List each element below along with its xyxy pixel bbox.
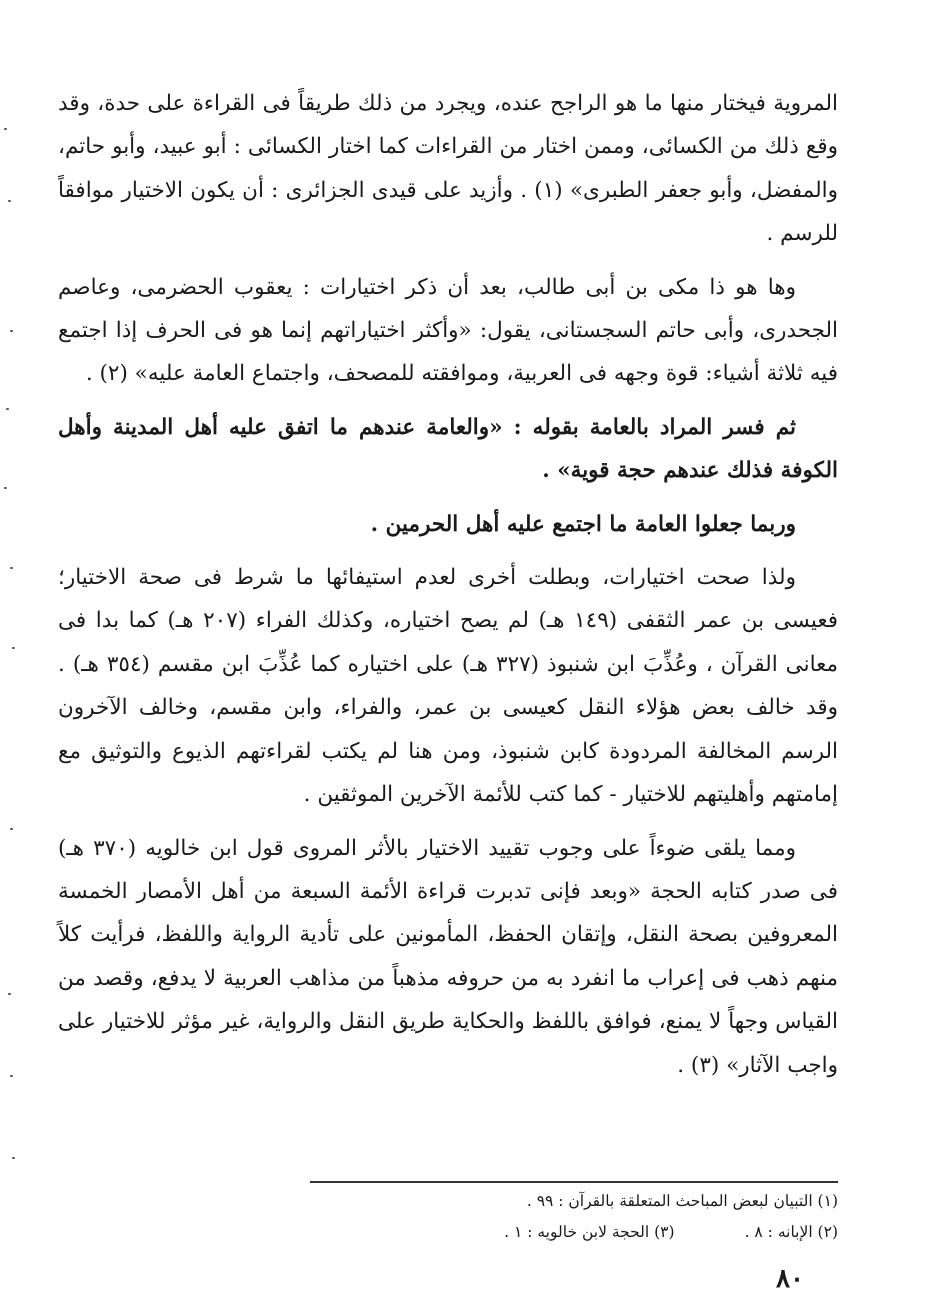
scan-speck bbox=[12, 647, 15, 649]
scan-speck bbox=[10, 567, 13, 569]
scan-speck bbox=[10, 1075, 13, 1077]
footnote-3: (٣) الحجة لابن خالويه : ١ . bbox=[504, 1223, 675, 1241]
scan-speck bbox=[6, 408, 9, 410]
scan-speck bbox=[8, 993, 11, 995]
page-number: ٨٠ bbox=[776, 1264, 804, 1294]
footnote-line-2 bbox=[218, 1217, 838, 1248]
scan-speck bbox=[10, 330, 13, 332]
scan-speck bbox=[10, 828, 13, 830]
footnotes bbox=[218, 1186, 838, 1248]
footnote-1: (١) التبيان لبعض المباحث المتعلقة بالقرآن : ٩٩ . bbox=[526, 1192, 838, 1210]
paragraph-6: ومما يلقى ضوءاً على وجوب تقييد الاختيار بالأثر المروى قول ابن خالويه (٣٧٠ هـ) فى صدر كتابه الحجة «وبعد فإنى تدبرت قراءة الأئمة السبعة من أهل الأمصار الخمسة المعروفين بصحة النقل، وإتقان الحفظ، المأمونين على تأدية الرواية واللفظ، فرأيت كلاً منهم ذهب فى إعراب ما انفرد به من حروفه مذهباً من مذاهب العربية لا يدفع، وقصد من القياس وجهاً لا يمنع، فوافق باللفظ والحكاية طريق النقل والرواية، غير مؤثر للاختيار على واجب الآثار» (٣) . bbox=[58, 835, 838, 1078]
paragraph-4: وربما جعلوا العامة ما اجتمع عليه أهل الحرمين . bbox=[370, 511, 796, 537]
footnote-line-1 bbox=[218, 1186, 838, 1217]
scan-speck bbox=[4, 128, 7, 130]
paragraph-2: وها هو ذا مكى بن أبى طالب، بعد أن ذكر اختيارات : يعقوب الحضرمى، وعاصم الجحدرى، وأبى حاتم السجستانى، يقول: «وأكثر اختياراتهم إنما هو فى الحرف إذا اجتمع فيه ثلاثة أشياء: قوة وجهه فى العربية، وموافقته للمصحف، واجتماع العامة عليه» (٢) . bbox=[58, 274, 838, 387]
scan-speck bbox=[12, 1157, 15, 1159]
paragraph-3: ثم فسر المراد بالعامة بقوله : «والعامة عندهم ما اتفق عليه أهل المدينة وأهل الكوفة فذلك عندهم حجة قوية» . bbox=[58, 414, 838, 484]
paragraph-5: ولذا صحت اختيارات، وبطلت أخرى لعدم استيفائها ما شرط فى صحة الاختيار؛ فعيسى بن عمر الثقفى (١٤٩ هـ) لم يصح اختياره، وكذلك الفراء (٢٠٧ هـ) كما بدا فى معانى القرآن ، وعُذِّبَ ابن شنبوذ (٣٢٧ هـ) على اختياره كما عُذِّبَ ابن مقسم (٣٥٤ هـ) . وقد خالف بعض هؤلاء النقل كعيسى بن عمر، والفراء، وابن مقسم، وخالف الآخرون الرسم المخالفة المردودة كابن شنبوذ، ومن هنا لم يكتب لقراءتهم الذيوع والتوثيق مع إمامتهم وأهليتهم للاختيار - كما كتب للأئمة الآخرين الموثقين . bbox=[58, 565, 839, 808]
main-text bbox=[58, 82, 838, 1097]
scan-speck bbox=[8, 200, 11, 202]
scan-speck bbox=[4, 487, 7, 489]
footnote-2: (٢) الإبانه : ٨ . bbox=[744, 1223, 838, 1241]
footnote-divider bbox=[310, 1181, 838, 1183]
paragraph-1: المروية فيختار منها ما هو الراجح عنده، ويجرد من ذلك طريقاً فى القراءة على حدة، وقد وقع ذلك من الكسائى، وممن اختار من القراءات كما اختار الكسائى : أبو عبيد، وأبو حاتم، والمفضل، وأبو جعفر الطبرى» (١) . وأزيد على قيدى الجزائرى : أن يكون الاختيار موافقاً للرسم . bbox=[58, 91, 838, 247]
